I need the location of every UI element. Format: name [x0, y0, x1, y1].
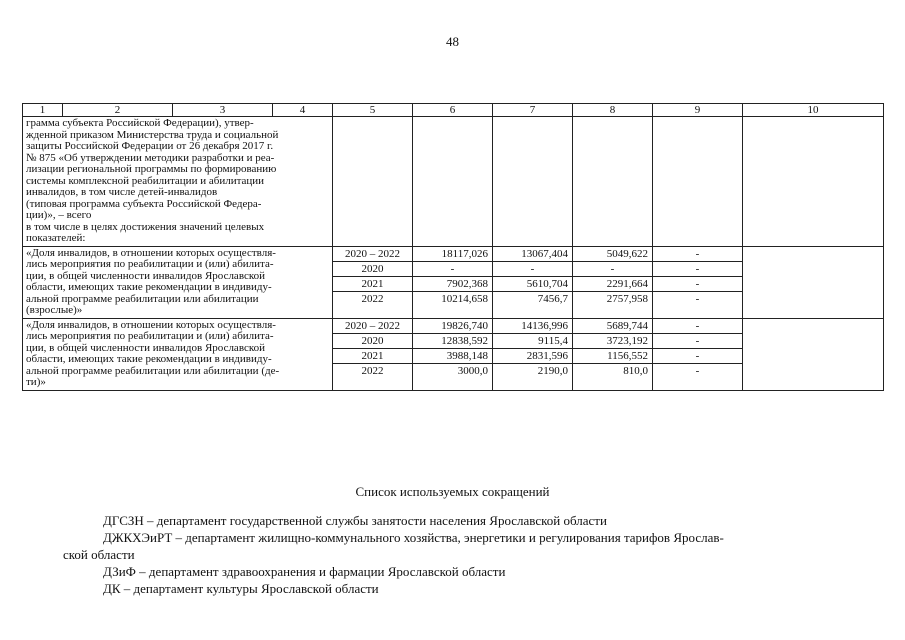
intro-description — [23, 117, 333, 247]
federal-column — [493, 246, 573, 318]
header-cell: 1 — [23, 104, 63, 117]
page-number: 48 — [446, 34, 459, 49]
year-cell: 2021 — [333, 276, 412, 291]
value-cell: 3988,148 — [413, 348, 492, 363]
value-cell: - — [653, 333, 742, 348]
value-cell: 5049,622 — [573, 247, 652, 262]
regional-column — [573, 318, 653, 390]
value-cell: 2291,664 — [573, 276, 652, 291]
text-line: альной программе реабилитации или абилитации (де- — [26, 364, 280, 377]
indicator-description — [23, 318, 333, 390]
indicator-row — [23, 246, 884, 318]
value-cell: 5689,744 — [573, 319, 652, 334]
value-cell: 12838,592 — [413, 333, 492, 348]
year-cell: 2022 — [361, 364, 384, 377]
value-cell: - — [493, 261, 572, 276]
value-cell: 5610,704 — [493, 276, 572, 291]
indicator-description — [23, 246, 333, 318]
value-cell: 810,0 — [623, 364, 648, 377]
value-cell: - — [573, 261, 652, 276]
abbreviations-title: Список используемых сокращений — [355, 484, 550, 499]
value-cell: - — [653, 261, 742, 276]
header-cell: 9 — [653, 104, 743, 117]
text-line: жденной приказом Министерства труда и социальной — [26, 128, 279, 141]
federal-column — [493, 318, 573, 390]
year-cell: 2021 — [333, 348, 412, 363]
text-line: лизации региональной программы по формированию — [26, 163, 277, 175]
value-cell: 18117,026 — [413, 247, 492, 262]
year-column — [333, 246, 413, 318]
empty-cell — [333, 117, 413, 247]
indicator-row — [23, 318, 884, 390]
empty-cell — [413, 117, 493, 247]
empty-cell — [493, 117, 573, 247]
text-line: (взрослые)» — [26, 304, 83, 316]
abbreviation-item: ДК – департамент культуры Ярославской области — [103, 581, 379, 596]
value-cell: 14136,996 — [493, 319, 572, 334]
value-cell: 7902,368 — [413, 276, 492, 291]
header-row — [23, 104, 884, 117]
total-column — [413, 246, 493, 318]
abbreviation-item: ДЗиФ – департамент здравоохранения и фармации Ярославской области — [103, 564, 506, 579]
other-column — [653, 318, 743, 390]
text-line: показателей: — [26, 232, 86, 244]
value-cell: - — [413, 261, 492, 276]
abbreviation-item: ДЖКХЭиРТ – департамент жилищно-коммунального хозяйства, энергетики и регулирования тарифов Ярослав- — [103, 530, 724, 545]
text-line: ции)», – всего — [26, 209, 92, 221]
text-line: лись мероприятия по реабилитации и (или) абилита- — [26, 330, 274, 342]
text-line: защиты Российской Федерации от 26 декабря 2017 г. — [26, 140, 274, 152]
value-cell: 2831,596 — [493, 348, 572, 363]
value-cell: - — [653, 247, 742, 262]
value-cell: 3723,192 — [573, 333, 652, 348]
empty-cell — [743, 246, 884, 318]
value-cell: 2190,0 — [537, 364, 568, 377]
empty-cell — [573, 117, 653, 247]
text-line: в том числе в целях достижения значений целевых — [26, 220, 265, 233]
text-line: ти)» — [26, 376, 46, 388]
abbreviation-item: ДГСЗН – департамент государственной службы занятости населения Ярославской области — [103, 513, 607, 528]
other-column — [653, 246, 743, 318]
value-cell: 19826,740 — [413, 319, 492, 334]
value-cell: 2757,958 — [606, 292, 648, 305]
year-cell: 2020 – 2022 — [333, 319, 412, 334]
year-cell: 2020 — [333, 333, 412, 348]
header-cell: 4 — [273, 104, 333, 117]
text-line: системы комплексной реабилитации и абилитации — [26, 174, 265, 187]
value-cell: 9115,4 — [493, 333, 572, 348]
text-line: (типовая программа субъекта Российской Федера- — [26, 197, 262, 210]
text-line: «Доля инвалидов, в отношении которых осуществля- — [26, 318, 276, 331]
abbreviations-list — [63, 512, 848, 597]
year-column — [333, 318, 413, 390]
text-line: альной программе реабилитации или абилитации — [26, 292, 259, 305]
text-line: ции, в общей численности инвалидов Ярославской — [26, 341, 266, 354]
year-cell: 2020 — [333, 261, 412, 276]
header-cell: 2 — [63, 104, 173, 117]
regional-column — [573, 246, 653, 318]
text-line: инвалидов, в том числе детей-инвалидов — [26, 186, 218, 198]
year-cell: 2022 — [361, 292, 384, 305]
text-line: ции, в общей численности инвалидов Ярославской — [26, 269, 266, 282]
value-cell: - — [653, 276, 742, 291]
text-line: области, имеющих такие рекомендации в индивиду- — [26, 281, 272, 293]
intro-row — [23, 117, 884, 247]
value-cell: 3000,0 — [457, 364, 488, 377]
header-cell: 10 — [743, 104, 884, 117]
header-cell: 5 — [333, 104, 413, 117]
header-cell: 3 — [173, 104, 273, 117]
value-cell: - — [695, 292, 700, 305]
text-line: области, имеющих такие рекомендации в индивиду- — [26, 353, 272, 365]
total-column — [413, 318, 493, 390]
text-line: лись мероприятия по реабилитации и (или) абилита- — [26, 258, 274, 270]
header-cell: 8 — [573, 104, 653, 117]
text-line: «Доля инвалидов, в отношении которых осуществля- — [26, 246, 276, 259]
empty-cell — [653, 117, 743, 247]
value-cell: - — [653, 348, 742, 363]
value-cell: 13067,404 — [493, 247, 572, 262]
program-table — [22, 103, 884, 391]
text-line: № 875 «Об утверждении методики разработки и реа- — [26, 151, 275, 164]
empty-cell — [743, 117, 884, 247]
value-cell: - — [695, 364, 700, 377]
text-line: грамма субъекта Российской Федерации), утвер- — [26, 117, 254, 129]
value-cell: 10214,658 — [441, 292, 488, 305]
value-cell: 1156,552 — [573, 348, 652, 363]
header-cell: 6 — [413, 104, 493, 117]
value-cell: 7456,7 — [537, 292, 568, 305]
header-cell: 7 — [493, 104, 573, 117]
empty-cell — [743, 318, 884, 390]
value-cell: - — [653, 319, 742, 334]
abbreviation-item-continuation: ской области — [63, 547, 135, 562]
year-cell: 2020 – 2022 — [333, 247, 412, 262]
